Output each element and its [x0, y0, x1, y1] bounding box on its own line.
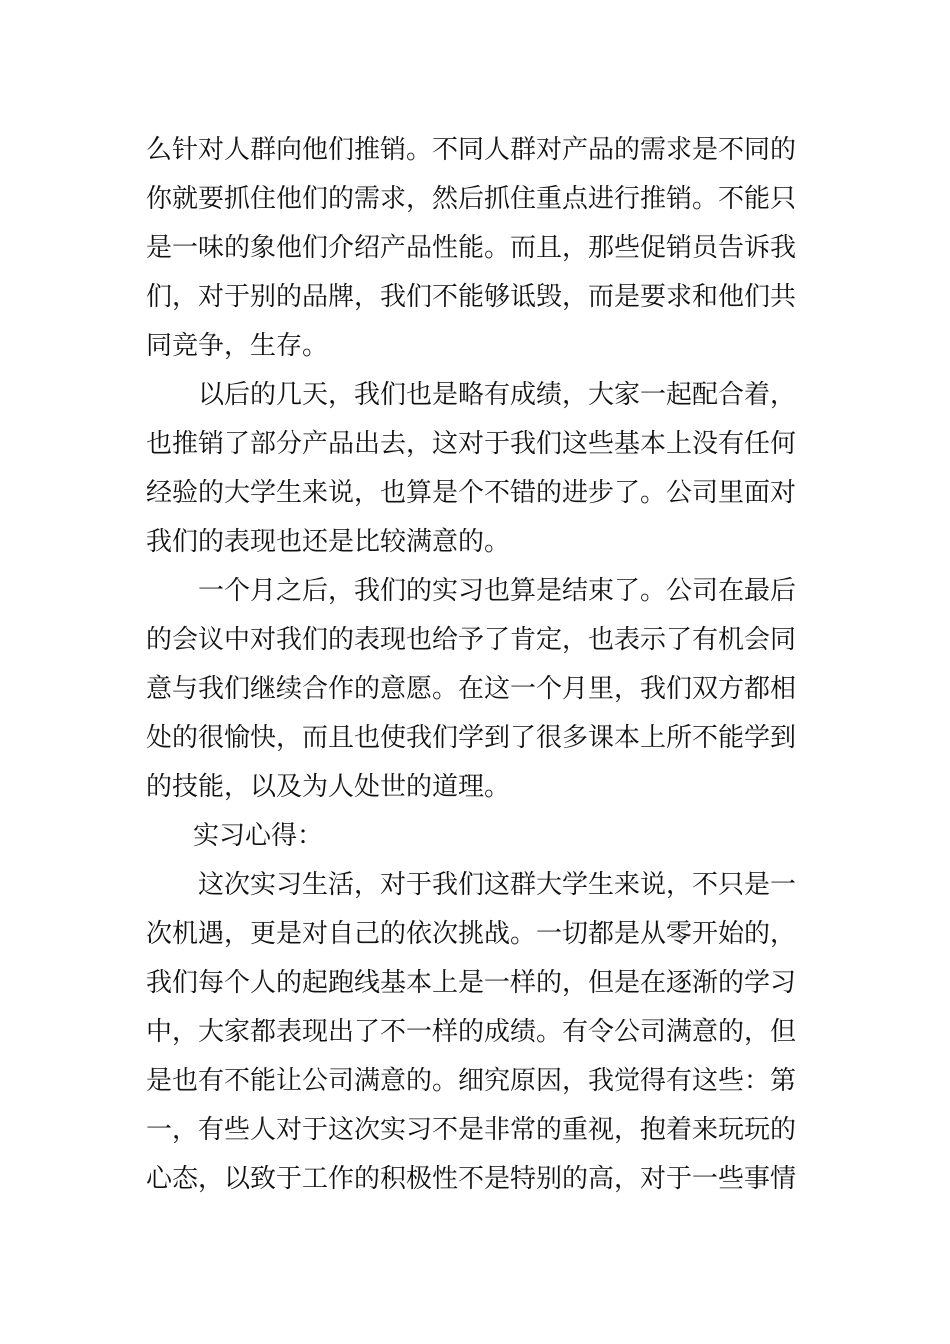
text-line: 的会议中对我们的表现也给予了肯定，也表示了有机会同 — [146, 625, 797, 655]
text-line: 的技能，以及为人处世的道理。 — [146, 772, 511, 802]
paragraph-start-line: 一个月之后，我们的实习也算是结束了。公司在最后 — [198, 576, 797, 606]
text-line: 意与我们继续合作的意愿。在这一个月里，我们双方都相 — [146, 674, 797, 704]
text-line: 你就要抓住他们的需求，然后抓住重点进行推销。不能只 — [146, 184, 797, 214]
text-line: 同竞争，生存。 — [146, 331, 329, 361]
text-line: 么针对人群向他们推销。不同人群对产品的需求是不同的 — [146, 135, 797, 165]
text-line: 经验的大学生来说，也算是个不错的进步了。公司里面对 — [146, 478, 797, 508]
text-line: 我们的表现也还是比较满意的。 — [146, 527, 511, 557]
paragraph-start-line: 以后的几天，我们也是略有成绩，大家一起配合着， — [198, 380, 797, 410]
section-heading: 实习心得： — [193, 821, 324, 851]
text-line: 们，对于别的品牌，我们不能够诋毁，而是要求和他们共 — [146, 282, 797, 312]
text-line: 是也有不能让公司满意的。细究原因，我觉得有这些：第 — [146, 1066, 797, 1096]
text-line: 我们每个人的起跑线基本上是一样的，但是在逐渐的学习 — [146, 968, 797, 998]
body-text — [146, 126, 810, 1204]
text-line: 处的很愉快，而且也使我们学到了很多课本上所不能学到 — [146, 723, 797, 753]
paragraph-start-line: 这次实习生活，对于我们这群大学生来说，不只是一 — [198, 870, 797, 900]
text-line: 一，有些人对于这次实习不是非常的重视，抱着来玩玩的 — [146, 1115, 797, 1145]
text-line: 是一味的象他们介绍产品性能。而且，那些促销员告诉我 — [146, 233, 797, 263]
text-line: 心态，以致于工作的积极性不是特别的高，对于一些事情 — [146, 1164, 797, 1194]
text-line: 也推销了部分产品出去，这对于我们这些基本上没有任何 — [146, 429, 797, 459]
text-line: 次机遇，更是对自己的依次挑战。一切都是从零开始的， — [146, 919, 797, 949]
text-line: 中，大家都表现出了不一样的成绩。有令公司满意的，但 — [146, 1017, 797, 1047]
